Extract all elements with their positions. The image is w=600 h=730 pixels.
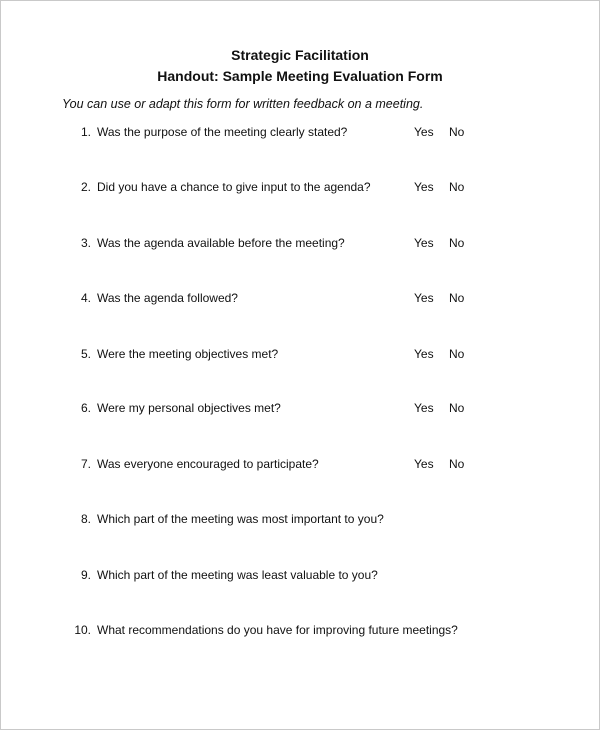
question-6 (1, 401, 599, 419)
question-2 (1, 180, 599, 198)
question-number: 7. (80, 457, 91, 471)
no-option: No (449, 180, 465, 194)
question-number: 5. (80, 347, 91, 361)
no-option: No (449, 401, 465, 415)
question-7 (1, 457, 599, 475)
question-number: 3. (80, 236, 91, 250)
question-9 (1, 568, 599, 586)
question-10 (1, 623, 599, 641)
question-text: Did you have a chance to give input to the agenda? (97, 180, 371, 194)
no-option: No (449, 291, 465, 305)
question-5 (1, 347, 599, 365)
yes-option: Yes (414, 457, 434, 471)
question-text: Was the purpose of the meeting clearly stated? (97, 125, 348, 139)
yes-option: Yes (414, 180, 434, 194)
question-number: 1. (80, 125, 91, 139)
intro-text: You can use or adapt this form for written feedback on a meeting. (62, 97, 424, 111)
question-text: Were my personal objectives met? (97, 401, 281, 415)
question-number: 8. (80, 512, 91, 526)
question-text: What recommendations do you have for improving future meetings? (97, 623, 458, 637)
yes-option: Yes (414, 347, 434, 361)
question-text: Was the agenda followed? (97, 291, 238, 305)
question-number: 10. (74, 623, 91, 637)
question-text: Which part of the meeting was least valuable to you? (97, 568, 378, 582)
question-number: 6. (80, 401, 91, 415)
document-title: Strategic Facilitation (231, 47, 369, 63)
question-number: 9. (80, 568, 91, 582)
document-subtitle: Handout: Sample Meeting Evaluation Form (157, 68, 443, 84)
question-number: 4. (80, 291, 91, 305)
question-4 (1, 291, 599, 309)
question-text: Were the meeting objectives met? (97, 347, 279, 361)
question-1 (1, 125, 599, 143)
yes-option: Yes (414, 125, 434, 139)
no-option: No (449, 347, 465, 361)
question-3 (1, 236, 599, 254)
yes-option: Yes (414, 291, 434, 305)
question-number: 2. (80, 180, 91, 194)
question-text: Was the agenda available before the meeting? (97, 236, 345, 250)
yes-option: Yes (414, 236, 434, 250)
no-option: No (449, 125, 465, 139)
yes-option: Yes (414, 401, 434, 415)
question-text: Was everyone encouraged to participate? (97, 457, 319, 471)
no-option: No (449, 457, 465, 471)
question-text: Which part of the meeting was most important to you? (97, 512, 384, 526)
no-option: No (449, 236, 465, 250)
question-8 (1, 512, 599, 530)
